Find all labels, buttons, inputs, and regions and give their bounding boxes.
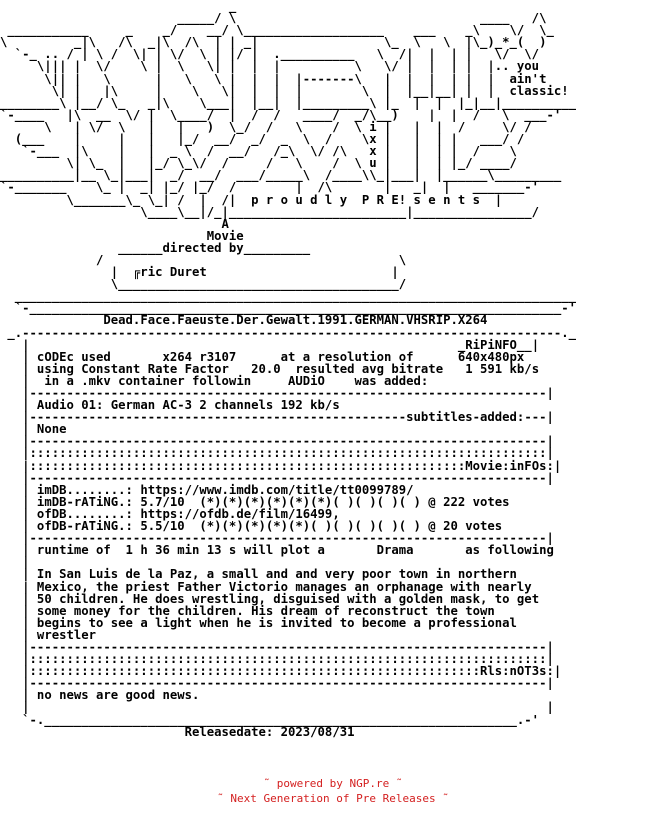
plot-line: In San Luis de la Paz, a small and and very poor town in northern (29, 567, 517, 582)
plot-line: wrestler (29, 627, 97, 642)
codec-line: cODEc used x264 r3107 at a resolution of 640x480px (29, 349, 525, 364)
release-name: Dead.Face.Faeuste.Der.Gewalt.1991.GERMAN.VHSRIP.X264 (103, 313, 488, 328)
nfo-art: _ _____/ \ ____ /\ ___________ _ _/ __/ \___________________ ___ _\ \/ \_ \ _|\ /\ _|\ /\ | | _| \_ \ \ |\_)_*_( ) `-_ .. / | \ / \| | \/ \ | |/ | .__________ \ /| | | | \/ \/ \||| | \/ \ | \ \| | | | \ \/ | | | | |.. you \|| | \ | \ \ | | | |-------\ | | | | | | ain't \| | |\ | \ \| | | | \ | |__|__| | | classic! ________\ |__/ \_ _|\ \___| |__| |_________\ |_ | | |_|__|__________ `-____ |\ __ \/ | \____/ | / / ____/ _/\__) | | / \ ___-' \ | \/ \ | | ) \_/ / \ / \ i | | | / \/ / (___ | | | |_/ __/ _/ _ \ / \x | | | | ___/ / `-___ |\ | | _ \ / __/ /_\ \/ /\ x | | | | / \ \| \_ | |_/ \_\/ / / \ / \ u | | | |_/ ____/ __________|__ \_|___| _/ __/ ___/_____\ /____\\_|___| |______\_________ `-_______ \_ | _| |_/ |_/ / | /\ | _| | _______-' \_______\_ \_| / | /| p r o u d l y P R E! s e n t s | \____\__|/_|________________________|________________/ A Movie ______directed by_________ / \ | ╔ric Duret | \______________________________________/ ____________________________________________________________________________ `-________________________________________________________________________-' Dead.Face.Faeuste.Der.Gewalt.1991.GERMAN.VHSRIP.X264 _.-------------------------------------------------------------------------._ | _RiPiNFO__| | cODEc used x264 r3107 at a resolution of 640x480px | using Constant Rate Factor 20.0 resulted avg bitrate 1 591 kb/s | in a .mkv container followin AUDiO was added: |----------------------------------------------------------------------| | Audio 01: German AC-3 2 channels 192 kb/s |---------------------------------------------------subtitles-added:---| | None |----------------------------------------------------------------------| |::::::::::::::::::::::::::::::::::::::::::::::::::::::::::::::::::::::| |:::::::::::::::::::::::::::::::::::::::::::::::::::::::::::Movie:inFOs:| |----------------------------------------------------------------------| | imDB........: https://www.imdb.com/title/tt0099789/ | imDB-rATiNG.: 5.7/10 (*)(*)(*)(*)(*)(*)( )( )( )( ) @ 222 votes | ofDB........: https://ofdb.de/film/16499, | ofDB-rATiNG.: 5.5/10 (*)(*)(*)(*)(*)( )( )( )( )( ) @ 20 votes |----------------------------------------------------------------------| | runtime of 1 h 36 min 13 s will plot a Drama as following | | In San Luis de la Paz, a small and and very poor town in northern | Mexico, the priest Father Victorio manages an orphanage with nearly | 50 children. He does wrestling, disguised with a golden mask, to get | some money for the children. His dream of reconstruct the town | begins to see a light when he is invited to become a professional | wrestler |----------------------------------------------------------------------| |::::::::::::::::::::::::::::::::::::::::::::::::::::::::::::::::::::::| |:::::::::::::::::::::::::::::::::::::::::::::::::::::::::::::Rls:nOT3s:| |----------------------------------------------------------------------| | no news are good news. | | `-.________________________________________________________________.-' Releasedate: 2023/08/31 (0, 0, 576, 739)
plot-line: begins to see a light when he is invited to become a professional (29, 615, 517, 630)
subtitles-header: subtitles-added: (406, 410, 525, 425)
imdb-line: imDB........: https://www.imdb.com/title/tt0099789/ (29, 482, 414, 497)
rlsnotes-header: Rls:nOT3s (480, 664, 547, 679)
director-line: | ╔ric Duret | (0, 265, 399, 280)
audio-line: Audio 01: German AC-3 2 channels 192 kb/s (29, 398, 340, 413)
plot-line: some money for the children. His dream of reconstruct the town (29, 603, 495, 618)
powered-by-line: ˜ powered by NGP.re ˜ (263, 777, 403, 790)
ofdb-rating-line: ofDB-rATiNG.: 5.5/10 (*)(*)(*)(*)(*)( )( )( )( )( ) @ 20 votes (29, 519, 503, 534)
ofdb-line: ofDB........: https://ofdb.de/film/16499, (29, 506, 340, 521)
runtime-line: runtime of 1 h 36 min 13 s will plot a Drama as following (29, 543, 554, 558)
ripinfo-header: RiPiNFO__ (465, 337, 532, 352)
container-line: in a .mkv container followin AUDiO was added: (29, 373, 429, 388)
movieinfo-header: Movie:inFOs (465, 458, 547, 473)
news-line: no news are good news. (29, 688, 200, 703)
plot-line: 50 children. He does wrestling, disguised with a golden mask, to get (29, 591, 540, 606)
presents-block: A Movie ______directed by_________ (118, 216, 311, 255)
plot-line: Mexico, the priest Father Victorio manages an orphanage with nearly (29, 579, 532, 594)
crf-line: using Constant Rate Factor 20.0 resulted avg bitrate 1 591 kb/s (29, 361, 540, 376)
group-logo: _ _____/ \ ____ /\ ___________ _ _/ __/ \___________________ ___ _\ \/ \_ \ _|\ /\ _|\ /\ | | _| \_ \ \ |\_)_*_( ) `-_ .. / | \ / \| | \/ \ | |/ | .__________ \ /| | | | \/ \/ \||| | \/ \ | \ \| | | | \ \/ | | | | |.. you \|| | \ | \ \ | | | |-------\ | | | | | | ain't \| | |\ | \ \| | | | \ | |__|__| | | classic! ________\ |__/ \_ _|\ \___| |__| |_________\ |_ | | |_|__|__________ `-____ |\ __ \/ | \____/ | / / ____/ _/\__) | | / \ ___-' \ | \/ \ | | ) \_/ / \ / \ i | | | / \/ / (___ | | | |_/ __/ _/ _ \ / \x | | | | ___/ / `-___ |\ | | _ \ / __/ /_\ \/ /\ x | | | | / \ \| \_ | |_/ \_\/ / / \ / \ u | | | |_/ ____/ __________|__ \_|___| _/ __/ ___/_____\ /____\\_|___| |______\_________ `-_______ \_ | _| |_/ |_/ / | /\ | _| | _______-' \_______\_ \_| / | /| p r o u d l y P R E! s e n t s | \____\__|/_|________________________|________________/ (0, 0, 576, 219)
imdb-rating-line: imDB-rATiNG.: 5.7/10 (*)(*)(*)(*)(*)(*)( )( )( )( ) @ 222 votes (29, 494, 510, 509)
credits-footer (0, 776, 648, 806)
release-date: Releasedate: 2023/08/31 (184, 724, 355, 739)
subtitles-value: None (29, 422, 67, 437)
tagline: ˜ Next Generation of Pre Releases ˜ (217, 792, 449, 805)
